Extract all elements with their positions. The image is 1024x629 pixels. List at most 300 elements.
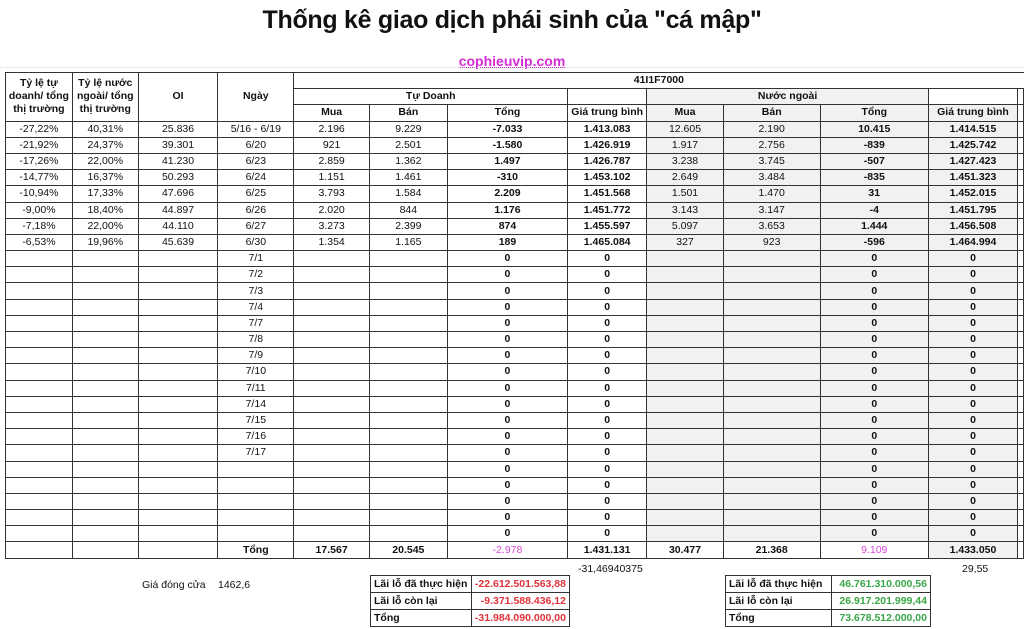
- foreign-avg-cell: 0: [929, 526, 1018, 542]
- prop-sell-cell: [369, 477, 447, 493]
- ratio-prop-cell: [6, 299, 73, 315]
- prop-avg-cell: 0: [568, 510, 647, 526]
- foreign-avg-cell: 0: [929, 251, 1018, 267]
- foreign-sell-cell: 2.190: [723, 121, 820, 137]
- date-cell: 7/7: [218, 315, 294, 331]
- prop-buy-cell: [294, 364, 370, 380]
- prop-avg-cell: 1.465.084: [568, 234, 647, 250]
- ratio-foreign-cell: [72, 348, 138, 364]
- foreign-buy-cell: 3.238: [647, 153, 724, 169]
- prop-sell-cell: [369, 267, 447, 283]
- table-row: [6, 526, 1024, 542]
- prop-sell-cell: 1.461: [369, 170, 447, 186]
- foreign-buy-cell: [647, 412, 724, 428]
- date-cell: 6/20: [218, 137, 294, 153]
- date-cell: 6/24: [218, 170, 294, 186]
- ratio-foreign-cell: [72, 412, 138, 428]
- foreign-total-cell: 0: [820, 364, 929, 380]
- date-cell: 7/16: [218, 429, 294, 445]
- header-foreign-avg: Giá trung bình: [929, 105, 1018, 121]
- pnl-label: Tổng: [726, 610, 832, 627]
- foreign-sell-cell: [723, 348, 820, 364]
- foreign-avg-cell: 0: [929, 348, 1018, 364]
- totals-prop-sell: 20.545: [369, 542, 447, 558]
- prop-sell-cell: [369, 332, 447, 348]
- date-cell: [218, 461, 294, 477]
- foreign-total-cell: 0: [820, 283, 929, 299]
- oi-cell: 39.301: [138, 137, 218, 153]
- table-row: [6, 396, 1024, 412]
- prop-avg-cell: 1.451.568: [568, 186, 647, 202]
- foreign-buy-cell: [647, 267, 724, 283]
- table-row: [6, 364, 1024, 380]
- date-cell: [218, 510, 294, 526]
- prop-buy-cell: [294, 315, 370, 331]
- oi-cell: 41.230: [138, 153, 218, 169]
- prop-total-cell: 189: [447, 234, 567, 250]
- prop-sell-cell: 2.399: [369, 218, 447, 234]
- prop-total-cell: 0: [447, 332, 567, 348]
- prop-total-cell: 0: [447, 526, 567, 542]
- foreign-sell-cell: [723, 380, 820, 396]
- foreign-total-cell: 0: [820, 396, 929, 412]
- prop-total-cell: 1.176: [447, 202, 567, 218]
- prop-sell-cell: [369, 380, 447, 396]
- ratio-prop-cell: [6, 348, 73, 364]
- divider: [0, 67, 1024, 68]
- date-cell: 7/14: [218, 396, 294, 412]
- prop-total-cell: 0: [447, 510, 567, 526]
- prop-buy-cell: 3.273: [294, 218, 370, 234]
- ratio-prop-cell: [6, 445, 73, 461]
- header-ratio-foreign: Tỷ lệ nước ngoài/ tổng thị trường: [72, 73, 138, 122]
- totals-foreign-sell: 21.368: [723, 542, 820, 558]
- foreign-avg-cell: 0: [929, 445, 1018, 461]
- date-cell: 6/27: [218, 218, 294, 234]
- prop-avg-cell: 0: [568, 412, 647, 428]
- pnl-label: Lãi lỗ đã thực hiện: [371, 576, 472, 593]
- ratio-prop-cell: [6, 493, 73, 509]
- foreign-buy-cell: 1.917: [647, 137, 724, 153]
- header-prop-total: Tổng: [447, 105, 567, 121]
- prop-pnl-row: [371, 593, 570, 610]
- foreign-avg-cell: 1.456.508: [929, 218, 1018, 234]
- site-link-wrap: [0, 53, 1024, 71]
- table-row: [6, 137, 1024, 153]
- ratio-prop-cell: -10,94%: [6, 186, 73, 202]
- foreign-buy-cell: 1.501: [647, 186, 724, 202]
- prop-buy-cell: 1.354: [294, 234, 370, 250]
- table-row: [6, 121, 1024, 137]
- pnl-value: -9.371.588.436,12: [471, 593, 569, 610]
- foreign-buy-cell: 5.097: [647, 218, 724, 234]
- table-row: [6, 348, 1024, 364]
- prop-pnl-table: [370, 575, 570, 627]
- date-cell: 6/25: [218, 186, 294, 202]
- foreign-total-cell: 10.415: [820, 121, 929, 137]
- ratio-prop-cell: [6, 477, 73, 493]
- totals-foreign-total: 9.109: [820, 542, 929, 558]
- prop-total-cell: 0: [447, 461, 567, 477]
- prop-sell-cell: [369, 429, 447, 445]
- ratio-prop-cell: -27,22%: [6, 121, 73, 137]
- ratio-prop-cell: -21,92%: [6, 137, 73, 153]
- table-row: [6, 234, 1024, 250]
- foreign-pnl-row: [726, 610, 931, 627]
- foreign-total-cell: -835: [820, 170, 929, 186]
- prop-sell-cell: [369, 412, 447, 428]
- pnl-value: 26.917.201.999,44: [831, 593, 930, 610]
- table-row: [6, 170, 1024, 186]
- ratio-foreign-cell: 16,37%: [72, 170, 138, 186]
- table-row: [6, 461, 1024, 477]
- prop-avg-cell: 0: [568, 477, 647, 493]
- date-cell: 7/3: [218, 283, 294, 299]
- foreign-avg-cell: 1.414.515: [929, 121, 1018, 137]
- prop-total-cell: 874: [447, 218, 567, 234]
- prop-buy-cell: 2.859: [294, 153, 370, 169]
- oi-cell: [138, 348, 218, 364]
- oi-cell: [138, 510, 218, 526]
- totals-prop-buy: 17.567: [294, 542, 370, 558]
- prop-total-cell: 0: [447, 251, 567, 267]
- oi-cell: [138, 493, 218, 509]
- prop-buy-cell: [294, 299, 370, 315]
- header-prop-avg: Giá trung bình: [568, 105, 647, 121]
- ratio-foreign-cell: [72, 493, 138, 509]
- foreign-total-cell: 0: [820, 267, 929, 283]
- foreign-avg-cell: 0: [929, 510, 1018, 526]
- oi-cell: [138, 526, 218, 542]
- prop-sell-cell: [369, 461, 447, 477]
- foreign-total-cell: -4: [820, 202, 929, 218]
- table-row: [6, 445, 1024, 461]
- foreign-sell-cell: [723, 251, 820, 267]
- closing-price-label: Giá đóng cửa: [142, 579, 206, 591]
- prop-sell-cell: 1.165: [369, 234, 447, 250]
- prop-total-cell: -7.033: [447, 121, 567, 137]
- header-blank: [1017, 105, 1023, 121]
- ratio-prop-cell: [6, 412, 73, 428]
- table-row: [6, 510, 1024, 526]
- prop-buy-cell: 1.151: [294, 170, 370, 186]
- ratio-foreign-cell: [72, 396, 138, 412]
- ratio-foreign-cell: 17,33%: [72, 186, 138, 202]
- prop-total-cell: 0: [447, 396, 567, 412]
- foreign-buy-cell: [647, 396, 724, 412]
- prop-buy-cell: 3.793: [294, 186, 370, 202]
- foreign-avg-cell: 0: [929, 299, 1018, 315]
- ratio-foreign-cell: 19,96%: [72, 234, 138, 250]
- foreign-sell-cell: [723, 429, 820, 445]
- foreign-buy-cell: [647, 429, 724, 445]
- prop-buy-cell: [294, 445, 370, 461]
- ratio-foreign-cell: [72, 477, 138, 493]
- header-blank: [1017, 89, 1023, 105]
- prop-avg-cell: 0: [568, 445, 647, 461]
- prop-buy-cell: 2.196: [294, 121, 370, 137]
- site-link[interactable]: cophieuvip.com: [458, 53, 566, 69]
- prop-sell-cell: 2.501: [369, 137, 447, 153]
- prop-buy-cell: [294, 251, 370, 267]
- foreign-sell-cell: 3.147: [723, 202, 820, 218]
- foreign-total-cell: 0: [820, 477, 929, 493]
- foreign-sell-cell: [723, 445, 820, 461]
- oi-cell: [138, 364, 218, 380]
- foreign-total-cell: 0: [820, 526, 929, 542]
- header-contract: 41I1F7000: [294, 73, 1024, 89]
- prop-buy-cell: [294, 267, 370, 283]
- ratio-prop-cell: [6, 380, 73, 396]
- prop-total-cell: 0: [447, 380, 567, 396]
- foreign-buy-cell: 3.143: [647, 202, 724, 218]
- ratio-foreign-cell: [72, 526, 138, 542]
- foreign-total-cell: 0: [820, 510, 929, 526]
- prop-avg-cell: 1.426.787: [568, 153, 647, 169]
- prop-sell-cell: [369, 283, 447, 299]
- table-row: [6, 283, 1024, 299]
- header-foreign-sell: Bán: [723, 105, 820, 121]
- header-foreign-group: Nước ngoài: [647, 89, 929, 105]
- prop-buy-cell: [294, 477, 370, 493]
- table-row: [6, 412, 1024, 428]
- ratio-prop-cell: [6, 510, 73, 526]
- oi-cell: [138, 429, 218, 445]
- oi-cell: 25.836: [138, 121, 218, 137]
- foreign-total-cell: -507: [820, 153, 929, 169]
- prop-avg-cell: 0: [568, 251, 647, 267]
- foreign-buy-cell: [647, 348, 724, 364]
- oi-cell: 47.696: [138, 186, 218, 202]
- totals-foreign-buy: 30.477: [647, 542, 724, 558]
- prop-avg-cell: 0: [568, 461, 647, 477]
- foreign-avg-cell: 1.452.015: [929, 186, 1018, 202]
- table-row: [6, 315, 1024, 331]
- foreign-sell-cell: [723, 332, 820, 348]
- prop-total-cell: 0: [447, 477, 567, 493]
- header-foreign-buy: Mua: [647, 105, 724, 121]
- prop-pnl-row: [371, 576, 570, 593]
- foreign-avg-cell: 0: [929, 332, 1018, 348]
- prop-total-cell: 0: [447, 493, 567, 509]
- foreign-total-cell: 0: [820, 380, 929, 396]
- foreign-buy-cell: [647, 364, 724, 380]
- foreign-total-cell: 0: [820, 493, 929, 509]
- date-cell: [218, 526, 294, 542]
- foreign-avg-cell: 0: [929, 412, 1018, 428]
- oi-cell: 45.639: [138, 234, 218, 250]
- oi-cell: 50.293: [138, 170, 218, 186]
- table-row: [6, 202, 1024, 218]
- ratio-prop-cell: [6, 396, 73, 412]
- ratio-foreign-cell: [72, 510, 138, 526]
- foreign-sell-cell: [723, 526, 820, 542]
- ratio-foreign-cell: 22,00%: [72, 218, 138, 234]
- prop-total-cell: 0: [447, 267, 567, 283]
- table-row: [6, 299, 1024, 315]
- table-row: [6, 380, 1024, 396]
- foreign-total-cell: 0: [820, 429, 929, 445]
- prop-buy-cell: [294, 429, 370, 445]
- prop-avg-cell: 1.426.919: [568, 137, 647, 153]
- prop-avg-cell: 1.453.102: [568, 170, 647, 186]
- prop-avg-cell: 0: [568, 526, 647, 542]
- foreign-avg-cell: 1.451.323: [929, 170, 1018, 186]
- foreign-avg-cell: 0: [929, 461, 1018, 477]
- foreign-buy-cell: 2.649: [647, 170, 724, 186]
- foreign-sell-cell: [723, 283, 820, 299]
- prop-buy-cell: [294, 412, 370, 428]
- foreign-sell-cell: [723, 477, 820, 493]
- foreign-total-cell: 31: [820, 186, 929, 202]
- prop-total-cell: 0: [447, 364, 567, 380]
- foreign-avg-cell: 1.427.423: [929, 153, 1018, 169]
- foreign-pnl-row: [726, 576, 931, 593]
- oi-cell: [138, 315, 218, 331]
- foreign-sell-cell: [723, 510, 820, 526]
- ratio-prop-cell: -6,53%: [6, 234, 73, 250]
- oi-cell: [138, 299, 218, 315]
- foreign-total-cell: 0: [820, 332, 929, 348]
- oi-cell: [138, 380, 218, 396]
- foreign-buy-cell: [647, 380, 724, 396]
- foreign-total-cell: 0: [820, 251, 929, 267]
- foreign-buy-cell: [647, 445, 724, 461]
- ratio-foreign-cell: [72, 299, 138, 315]
- table-row: [6, 186, 1024, 202]
- oi-cell: [138, 461, 218, 477]
- prop-sell-cell: [369, 299, 447, 315]
- foreign-sell-cell: 3.484: [723, 170, 820, 186]
- ratio-foreign-cell: 18,40%: [72, 202, 138, 218]
- oi-cell: [138, 267, 218, 283]
- prop-buy-cell: 921: [294, 137, 370, 153]
- date-cell: 6/23: [218, 153, 294, 169]
- foreign-avg-cell: 0: [929, 396, 1018, 412]
- table-row: [6, 477, 1024, 493]
- foreign-buy-cell: [647, 526, 724, 542]
- foreign-avg-cell: 0: [929, 315, 1018, 331]
- page-title: Thống kê giao dịch phái sinh của "cá mập": [262, 6, 762, 34]
- prop-total-cell: 0: [447, 429, 567, 445]
- ratio-prop-cell: [6, 315, 73, 331]
- ratio-foreign-cell: 22,00%: [72, 153, 138, 169]
- foreign-sell-cell: [723, 461, 820, 477]
- date-cell: 7/8: [218, 332, 294, 348]
- prop-total-cell: -310: [447, 170, 567, 186]
- oi-cell: [138, 332, 218, 348]
- prop-sell-cell: [369, 315, 447, 331]
- foreign-sell-cell: [723, 299, 820, 315]
- header-prop-group: Tự Doanh: [294, 89, 568, 105]
- ratio-foreign-cell: [72, 315, 138, 331]
- oi-cell: [138, 396, 218, 412]
- foreign-sell-cell: [723, 364, 820, 380]
- prop-avg-cell: 0: [568, 364, 647, 380]
- oi-cell: [138, 251, 218, 267]
- foreign-buy-cell: [647, 332, 724, 348]
- prop-sell-cell: [369, 493, 447, 509]
- prop-sell-cell: 1.584: [369, 186, 447, 202]
- foreign-sell-cell: 2.756: [723, 137, 820, 153]
- foreign-avg-cell: 0: [929, 477, 1018, 493]
- foreign-buy-cell: 327: [647, 234, 724, 250]
- prop-sell-cell: [369, 526, 447, 542]
- foreign-total-cell: -839: [820, 137, 929, 153]
- ratio-prop-cell: -7,18%: [6, 218, 73, 234]
- totals-prop-avg: 1.431.131: [568, 542, 647, 558]
- foreign-total-cell: 0: [820, 299, 929, 315]
- oi-cell: [138, 283, 218, 299]
- ratio-prop-cell: [6, 332, 73, 348]
- ratio-foreign-cell: [72, 267, 138, 283]
- ratio-foreign-cell: [72, 461, 138, 477]
- date-cell: 6/30: [218, 234, 294, 250]
- table-row: [6, 267, 1024, 283]
- ratio-foreign-cell: [72, 283, 138, 299]
- foreign-total-cell: 0: [820, 461, 929, 477]
- foreign-avg-cell: 0: [929, 380, 1018, 396]
- foreign-total-cell: 1.444: [820, 218, 929, 234]
- header-date: Ngày: [218, 73, 294, 122]
- foreign-avg-cell: 0: [929, 364, 1018, 380]
- prop-avg-cell: 1.413.083: [568, 121, 647, 137]
- foreign-buy-cell: [647, 299, 724, 315]
- table-row: [6, 493, 1024, 509]
- foreign-buy-cell: [647, 461, 724, 477]
- prop-avg-cell: 0: [568, 429, 647, 445]
- prop-pnl-row: [371, 610, 570, 627]
- header-foreign-total: Tổng: [820, 105, 929, 121]
- ratio-foreign-cell: [72, 429, 138, 445]
- prop-sell-cell: [369, 445, 447, 461]
- totals-foreign-avg: 1.433.050: [929, 542, 1018, 558]
- date-cell: [218, 493, 294, 509]
- prop-avg-cell: 0: [568, 380, 647, 396]
- prop-avg-diff: -31,46940375: [578, 563, 643, 575]
- pnl-label: Lãi lỗ còn lại: [726, 593, 832, 610]
- prop-sell-cell: [369, 396, 447, 412]
- ratio-foreign-cell: [72, 251, 138, 267]
- prop-total-cell: 0: [447, 445, 567, 461]
- header-ratio-prop: Tỷ lệ tự doanh/ tổng thị trường: [6, 73, 73, 122]
- foreign-avg-cell: 1.451.795: [929, 202, 1018, 218]
- foreign-buy-cell: [647, 251, 724, 267]
- foreign-total-cell: 0: [820, 445, 929, 461]
- ratio-prop-cell: [6, 526, 73, 542]
- header-blank: [929, 89, 1018, 105]
- foreign-buy-cell: [647, 283, 724, 299]
- date-cell: 7/4: [218, 299, 294, 315]
- ratio-foreign-cell: [72, 445, 138, 461]
- prop-avg-cell: 1.451.772: [568, 202, 647, 218]
- foreign-avg-diff: 29,55: [962, 563, 989, 575]
- date-cell: 7/2: [218, 267, 294, 283]
- foreign-pnl-row: [726, 593, 931, 610]
- oi-cell: 44.897: [138, 202, 218, 218]
- prop-sell-cell: 1.362: [369, 153, 447, 169]
- ratio-prop-cell: -9,00%: [6, 202, 73, 218]
- foreign-buy-cell: [647, 477, 724, 493]
- prop-buy-cell: [294, 461, 370, 477]
- foreign-total-cell: 0: [820, 412, 929, 428]
- prop-avg-cell: 0: [568, 283, 647, 299]
- date-cell: 7/15: [218, 412, 294, 428]
- oi-cell: 44.110: [138, 218, 218, 234]
- prop-buy-cell: [294, 510, 370, 526]
- foreign-buy-cell: [647, 510, 724, 526]
- date-cell: 7/17: [218, 445, 294, 461]
